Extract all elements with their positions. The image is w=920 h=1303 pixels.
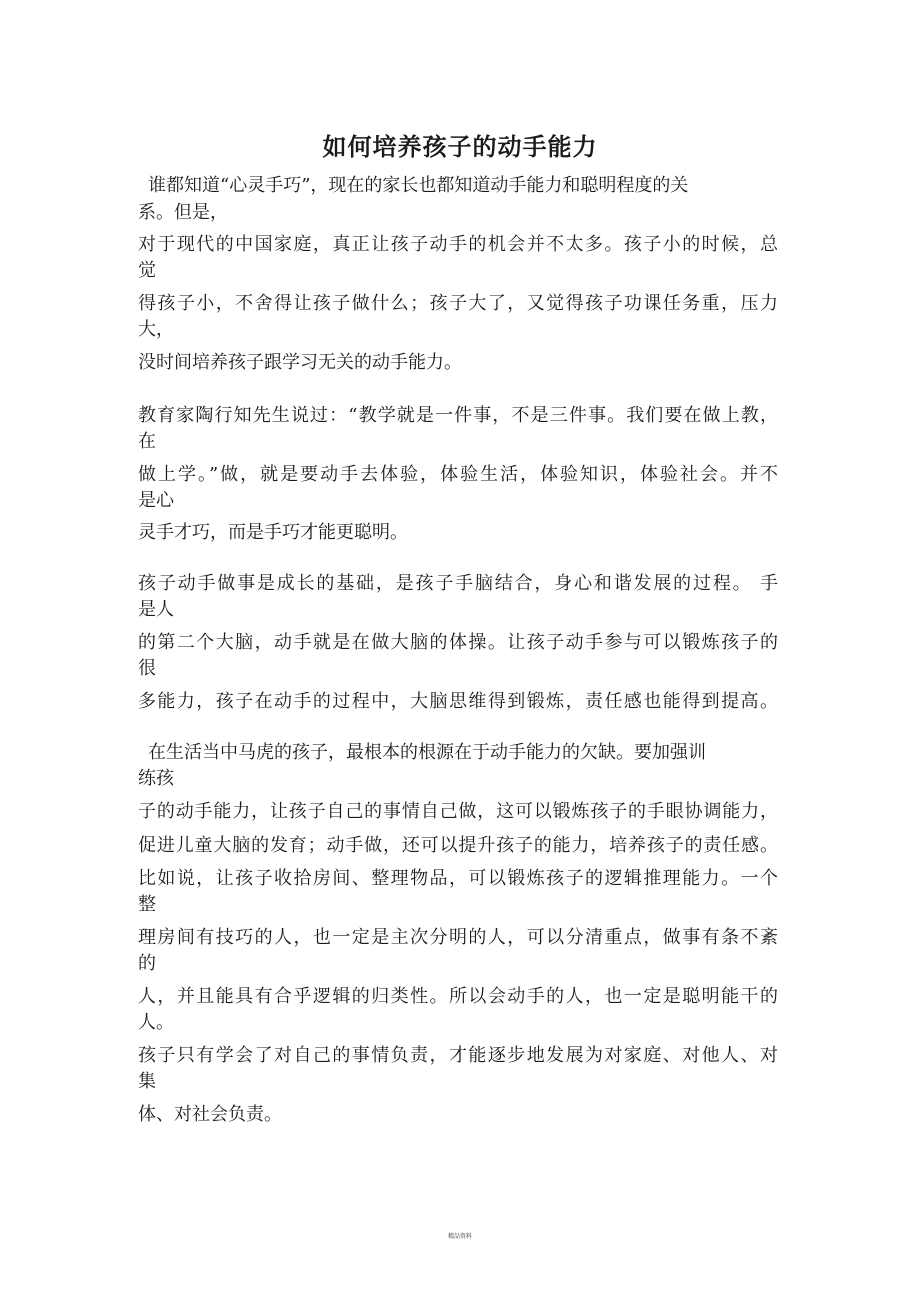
paragraph-line: 是人 bbox=[138, 599, 174, 620]
paragraph-line: 做上学。”做，就是要动手去体验，体验生活，体验知识，体验社会。并不 bbox=[138, 464, 778, 485]
paragraph-line: 孩子动手做事是成长的基础，是孩子手脑结合，身心和谐发展的过程。 手 bbox=[138, 573, 778, 594]
paragraph-line: 很 bbox=[138, 658, 156, 679]
paragraph-line: 比如说，让孩子收拾房间、整理物品，可以锻炼孩子的逻辑推理能力。一个 bbox=[138, 868, 778, 889]
document-title: 如何培养孩子的动手能力 bbox=[322, 132, 598, 162]
paragraph-line: 理房间有技巧的人，也一定是主次分明的人，可以分清重点，做事有条不紊 bbox=[138, 927, 778, 948]
paragraph-line: 大， bbox=[138, 319, 174, 340]
page-footer: 精品资料 bbox=[447, 1233, 472, 1240]
paragraph-line: 整 bbox=[138, 894, 156, 915]
paragraph-line: 得孩子小，不舍得让孩子做什么；孩子大了，又觉得孩子功课任务重，压力 bbox=[138, 293, 778, 314]
paragraph-line: 促进儿童大脑的发育；动手做，还可以提升孩子的能力，培养孩子的责任感。 bbox=[138, 835, 778, 856]
paragraph-line: 练孩 bbox=[138, 768, 174, 789]
paragraph-line: 人，并且能具有合乎逻辑的归类性。所以会动手的人，也一定是聪明能干的 bbox=[138, 986, 778, 1007]
paragraph-line: 教育家陶行知先生说过：“教学就是一件事，不是三件事。我们要在做上教， bbox=[138, 405, 778, 426]
paragraph-line: 的第二个大脑，动手就是在做大脑的体操。让孩子动手参与可以锻炼孩子的 bbox=[138, 632, 778, 653]
paragraph-line: 子的动手能力，让孩子自己的事情自己做，这可以锻炼孩子的手眼协调能力， bbox=[138, 801, 778, 822]
paragraph-line: 体、对社会负责。 bbox=[138, 1104, 282, 1125]
paragraph-line: 系。但是， bbox=[138, 202, 228, 223]
paragraph-line: 孩子只有学会了对自己的事情负责，才能逐步地发展为对家庭、对他人、对 bbox=[138, 1045, 778, 1066]
paragraph-line: 在 bbox=[138, 431, 156, 452]
paragraph-line: 觉 bbox=[138, 260, 156, 281]
paragraph-line: 在生活当中马虎的孩子，最根本的根源在于动手能力的欠缺。要加强训 bbox=[148, 742, 706, 763]
paragraph-line: 多能力，孩子在动手的过程中，大脑思维得到锻炼，责任感也能得到提高。 bbox=[138, 691, 778, 712]
paragraph-line: 是心 bbox=[138, 490, 174, 511]
paragraph-line: 集 bbox=[138, 1071, 156, 1092]
paragraph-line: 没时间培养孩子跟学习无关的动手能力。 bbox=[138, 352, 462, 373]
paragraph-line: 的 bbox=[138, 953, 156, 974]
paragraph-line: 谁都知道“心灵手巧”，现在的家长也都知道动手能力和聪明程度的关 bbox=[148, 175, 689, 196]
paragraph-line: 灵手才巧，而是手巧才能更聪明。 bbox=[138, 522, 408, 543]
paragraph-line: 对于现代的中国家庭，真正让孩子动手的机会并不太多。孩子小的时候，总 bbox=[138, 234, 778, 255]
paragraph-line: 人。 bbox=[138, 1012, 174, 1033]
